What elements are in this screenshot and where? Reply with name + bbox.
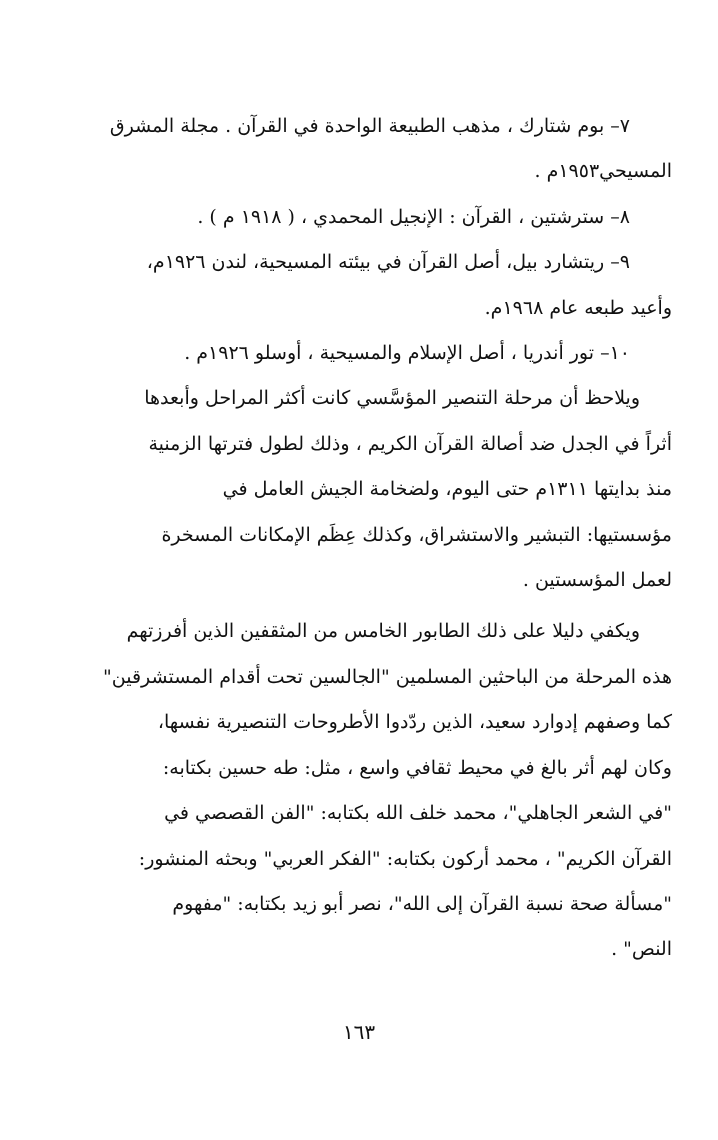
page-number: ١٦٣ (342, 1020, 376, 1044)
paragraph-1-line-2: أثراً في الجدل ضد أصالة القرآن الكريم ، وذلك لطول فترتها الزمنية (148, 432, 672, 455)
reference-8: ٨– سترشتين ، القرآن : الإنجيل المحمدي ، ( ١٩١٨ م ) . (197, 205, 630, 228)
reference-10: ١٠– تور أندريا ، أصل الإسلام والمسيحية ، أوسلو ١٩٢٦م . (184, 342, 630, 365)
paragraph-2-line-8: النص" . (611, 938, 672, 961)
paragraph-1-line-1: ويلاحظ أن مرحلة التنصير المؤسَّسي كانت أكثر المراحل وأبعدها (144, 387, 640, 410)
paragraph-2-line-3: كما وصفهم إدوارد سعيد، الذين ردّدوا الأطروحات التنصيرية نفسها، (157, 711, 672, 734)
paragraph-2-line-7: "مسألة صحة نسبة القرآن إلى الله"، نصر أبو زيد بكتابه: "مفهوم (172, 892, 672, 915)
reference-7-line-1: ٧– بوم شتارك ، مذهب الطبيعة الواحدة في القرآن . مجلة المشرق (109, 115, 630, 137)
reference-9-line-1: ٩– ريتشارد بيل، أصل القرآن في بيئته المسيحية، لندن ١٩٢٦م، (146, 251, 630, 274)
reference-7-line-2: المسيحي١٩٥٣م . (534, 160, 672, 183)
paragraph-2-line-1: ويكفي دليلا على ذلك الطابور الخامس من المثقفين الذين أفرزتهم (126, 620, 640, 643)
paragraph-1-line-3: منذ بدايتها ١٣١١م حتى اليوم، ولضخامة الجيش العامل في (222, 478, 672, 501)
paragraph-2-line-5: "في الشعر الجاهلي"، محمد خلف الله بكتابه: "الفن القصصي في (164, 802, 672, 825)
paragraph-1-line-4: مؤسستيها: التبشير والاستشراق، وكذلك عِظَم الإمكانات المسخرة (161, 523, 672, 546)
paragraph-2-line-4: وكان لهم أثر بالغ في محيط ثقافي واسع ، مثل: طه حسين بكتابه: (162, 756, 672, 779)
paragraph-2-line-6: القرآن الكريم" ، محمد أركون بكتابه: "الفكر العربي" وبحثه المنشور: (138, 847, 672, 870)
paragraph-1-line-5: لعمل المؤسستين . (522, 569, 672, 592)
reference-9-line-2: وأعيد طبعه عام ١٩٦٨م. (484, 296, 672, 319)
paragraph-2-line-2: هذه المرحلة من الباحثين المسلمين "الجالسين تحت أقدام المستشرقين" (103, 665, 672, 688)
page-text (60, 104, 672, 973)
